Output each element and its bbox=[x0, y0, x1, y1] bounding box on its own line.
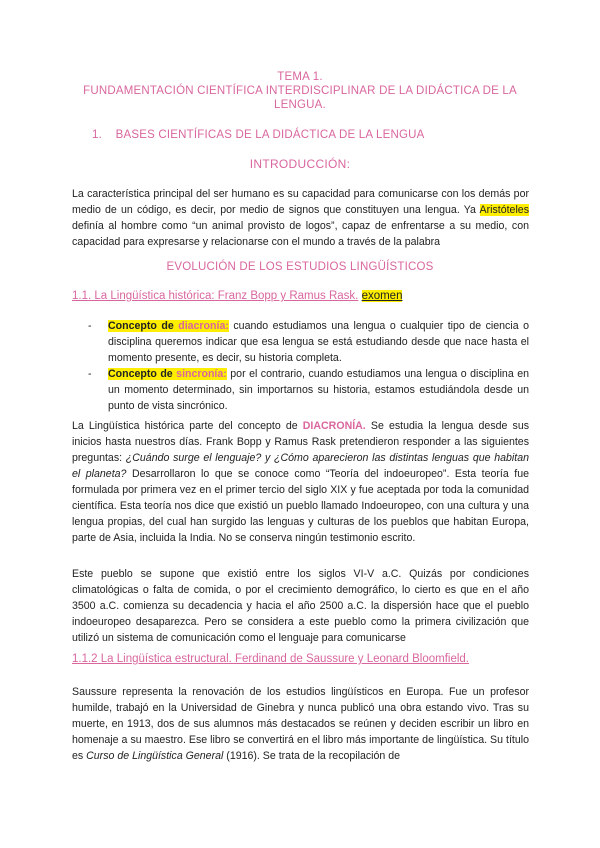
p4-text-b: (1916). Se trata de la recopilación de bbox=[223, 750, 401, 762]
saussure-paragraph bbox=[72, 684, 529, 764]
intro-paragraph bbox=[72, 186, 529, 250]
list-item-diacronia bbox=[88, 318, 529, 366]
p4-text-a: Saussure representa la renovación de los estudios lingüísticos en Europa. Fue un profesor humilde, trabajó en la Universidad de Ginebra y nunca publicó una obra estando vivo. Tras su muerte, en 1913, dos de sus alumnos más destacados se reúnen y deciden escribir un libro en homenaje a su maestro. Ese libro se convertirá en el libro más importante de lingüística. Su título es bbox=[72, 686, 529, 762]
concept-label bbox=[108, 320, 229, 332]
p2-text-b: Se estudia la lengua desde sus inicios hasta nuestros días. Frank Bopp y Ramus Rask pretendieron responder a las siguientes preguntas: bbox=[72, 420, 530, 464]
title-line: FUNDAMENTACIÓN CIENTÍFICA INTERDISCIPLINAR DE LA DIDÁCTICA DE LA LENGUA. bbox=[83, 85, 517, 111]
tema-label: TEMA 1. bbox=[277, 71, 323, 83]
diacronia-term: DIACRONÍA. bbox=[302, 420, 366, 432]
concept-term: diacronía: bbox=[178, 320, 229, 332]
concept-text: por el contrario, cuando estudiamos una lengua o disciplina en un momento determinado, sin importarnos su historia, estamos estudiándola desde un punto de vista sincrónico. bbox=[108, 368, 529, 412]
intro-text-a: La característica principal del ser humano es su capacidad para comunicarse con los demás por medio de un código, es decir, por medio de signos que constituyen una lengua. Ya bbox=[72, 188, 529, 216]
concept-prefix: Concepto de bbox=[108, 320, 179, 332]
exam-highlight: exomen bbox=[361, 290, 403, 302]
evolution-heading: EVOLUCIÓN DE LOS ESTUDIOS LINGÜÍSTICOS bbox=[166, 261, 434, 273]
concept-label bbox=[108, 368, 227, 380]
historical-paragraph bbox=[72, 418, 529, 546]
intro-heading: INTRODUCCIÓN: bbox=[249, 157, 351, 171]
document-title bbox=[60, 70, 540, 112]
section-title: BASES CIENTÍFICAS DE LA DIDÁCTICA DE LA LENGUA bbox=[115, 129, 425, 141]
book-title: Curso de Lingüística General bbox=[86, 750, 224, 762]
section-number: 1. bbox=[92, 129, 102, 141]
subsection-title: 1.1. La Lingüística histórica: Franz Bopp y Ramus Rask. bbox=[72, 290, 359, 302]
intro-text-b: definía al hombre como “un animal provisto de logos”, capaz de enfrentarse a su medio, con capacidad para expresarse y relacionarse con el mundo a través de la palabra bbox=[72, 220, 529, 248]
p2-text-a: La Lingüística histórica parte del concepto de bbox=[72, 420, 303, 432]
p2-text-c: Desarrollaron lo que se conoce como “Teoría del indoeuropeo”. Esta teoría fue formulada por primera vez en el primer tercio del siglo XIX y fue aceptada por toda la comunidad científica. Esta teoría nos dice que existió un pueblo llamado Indoeuropeo, con una cultura y una lengua propias, del cual han surgido las lenguas y culturas de los pueblos que habitan Europa, parte de Asia, incluida la India. No se conserva ningún testimonio escrito. bbox=[72, 468, 529, 544]
list-item-sincronia bbox=[88, 366, 529, 414]
p2-question: ¿Cuándo surge el lenguaje? y ¿Cómo aparecieron las distintas lenguas que habitan el planeta? bbox=[72, 452, 529, 480]
concept-text: cuando estudiamos una lengua o cualquier tipo de ciencia o disciplina queremos indicar que esa lengua se está estudiando desde que nace hasta el momento presente, es decir, su historia completa. bbox=[108, 320, 529, 364]
subsection-heading-1-1-2: 1.1.2 La Lingüística estructural. Ferdinand de Saussure y Leonard Bloomfield. bbox=[72, 653, 469, 665]
section-heading bbox=[92, 129, 425, 141]
dash-bullet: - bbox=[88, 320, 92, 332]
subsection-heading-1-1 bbox=[72, 290, 402, 302]
indoeuropean-paragraph: Este pueblo se supone que existió entre los siglos VI-V a.C. Quizás por condiciones climatológicas o falta de comida, o por el crecimiento demográfico, lo cierto es que en el año 3500 a.C. comienza su decadencia y hacia el año 2500 a.C. la dispersión hace que el pueblo indoeuropeo desaparezca. Pero se considera a este pueblo como la primera civilización que utilizó un sistema de comunicación como el lenguaje para comunicarse bbox=[72, 568, 529, 644]
concept-prefix: Concepto de bbox=[108, 368, 177, 380]
concept-list bbox=[88, 318, 529, 414]
concept-term: sincronía: bbox=[176, 368, 227, 380]
dash-bullet: - bbox=[88, 368, 92, 380]
aristoteles-highlight: Aristóteles bbox=[479, 204, 529, 216]
